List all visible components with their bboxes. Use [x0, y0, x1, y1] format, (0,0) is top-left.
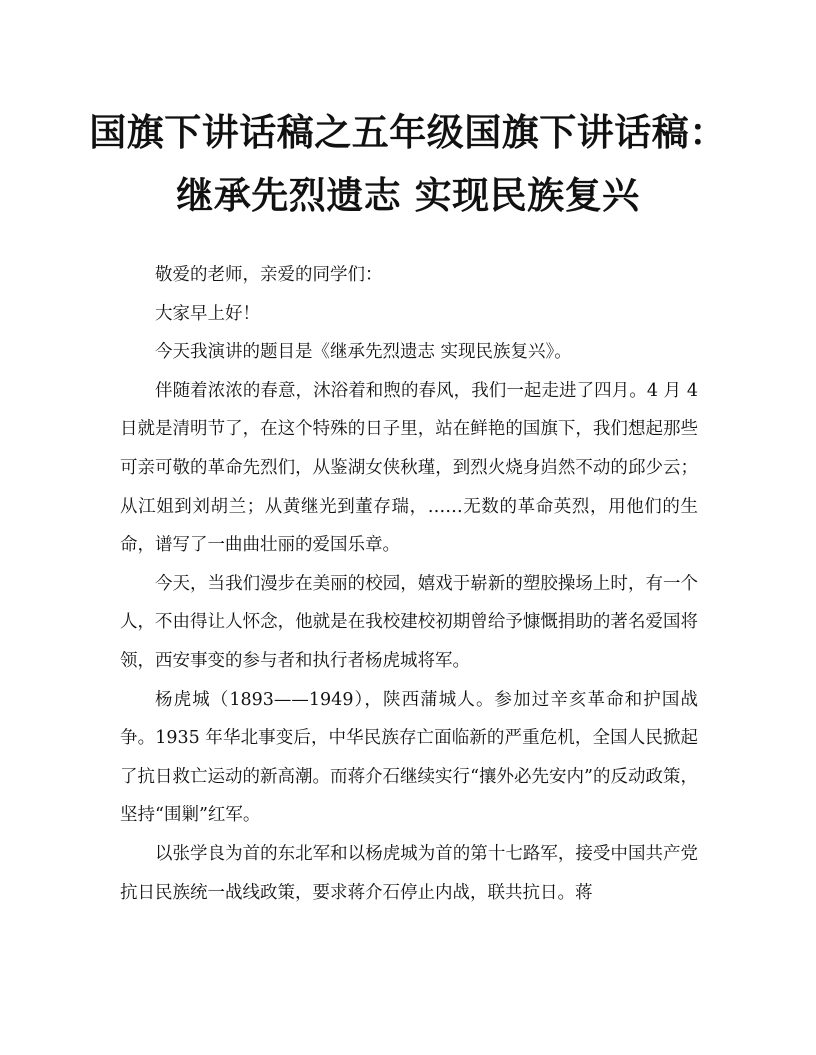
salutation: 敬爱的老师，亲爱的同学们： — [155, 265, 383, 285]
body-paragraph: 伴随着浓浓的春意，沐浴着和煦的春风，我们一起走进了四月。4 月 4 日就是清明节了，在这个特殊的日子里，站在鲜艳的国旗下，我们想起那些可亲可敬的革命先烈们，从鉴湖女侠秋瑾，到烈火烧身岿然不动的邱少云；从江姐到刘胡兰；从黄继光到董存瑞，……无数的革命英烈，用他们的生命，谱写了一曲曲壮丽的爱国乐章。 — [120, 380, 698, 556]
body-paragraph: 杨虎城（1893——1949），陕西蒲城人。参加过辛亥革命和护国战争。1935 年华北事变后，中华民族存亡面临新的严重危机，全国人民掀起了抗日救亡运动的新高潮。而蒋介石继续实行“攘外必先安内”的反动政策，坚持“围剿”红军。 — [120, 689, 698, 826]
speech-topic: 今天我演讲的题目是《继承先烈遗志 实现民族复兴》。 — [155, 342, 572, 363]
document-body — [120, 256, 698, 912]
document-title-line-2: 继承先烈遗志 实现民族复兴 — [176, 173, 640, 217]
body-paragraph: 今天，当我们漫步在美丽的校园，嬉戏于崭新的塑胶操场上时，有一个人，不由得让人怀念，他就是在我校建校初期曾给予慷慨捐助的著名爱国将领，西安事变的参与者和执行者杨虎城将军。 — [120, 573, 698, 671]
body-paragraph: 以张学良为首的东北军和以杨虎城为首的第十七路军，接受中国共产党抗日民族统一战线政策，要求蒋介石停止内战，联共抗日。蒋 — [120, 843, 698, 903]
document-title-line-1: 国旗下讲话稿之五年级国旗下讲话稿： — [89, 110, 727, 154]
greeting: 大家早上好！ — [155, 303, 260, 324]
